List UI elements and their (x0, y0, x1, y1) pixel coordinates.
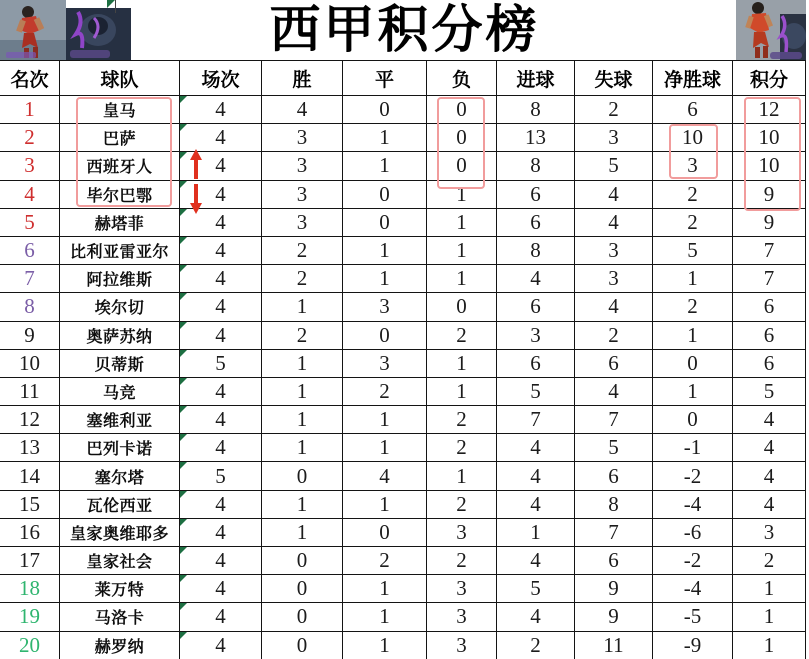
loss-cell: 1 (427, 378, 497, 406)
goals-for-cell: 8 (497, 96, 575, 124)
loss-cell: 1 (427, 350, 497, 378)
rank-cell: 11 (0, 378, 60, 406)
win-cell: 1 (262, 378, 343, 406)
played-cell: 4 (180, 575, 262, 603)
goals-for-cell: 4 (497, 462, 575, 490)
team-cell: 赫罗纳 (60, 632, 180, 659)
points-cell: 3 (733, 519, 806, 547)
points-cell: 2 (733, 547, 806, 575)
team-cell: 赫塔菲 (60, 209, 180, 237)
team-cell: 西班牙人 (60, 152, 180, 180)
win-cell: 3 (262, 152, 343, 180)
points-cell: 10 (733, 152, 806, 180)
team-cell: 皇家奥维耶多 (60, 519, 180, 547)
title-bar (0, 0, 809, 60)
goals-against-cell: 8 (575, 491, 653, 519)
loss-cell: 2 (427, 406, 497, 434)
played-cell: 4 (180, 293, 262, 321)
goal-diff-cell: 1 (653, 265, 733, 293)
played-cell: 4 (180, 96, 262, 124)
draw-cell: 3 (343, 350, 427, 378)
played-cell: 4 (180, 209, 262, 237)
points-cell: 7 (733, 237, 806, 265)
goals-for-cell: 2 (497, 632, 575, 659)
points-cell: 4 (733, 406, 806, 434)
rank-cell: 8 (0, 293, 60, 321)
goals-against-cell: 6 (575, 547, 653, 575)
goal-diff-cell: 2 (653, 181, 733, 209)
rank-cell: 9 (0, 322, 60, 350)
rank-cell: 6 (0, 237, 60, 265)
played-cell: 4 (180, 519, 262, 547)
played-cell: 4 (180, 322, 262, 350)
draw-cell: 1 (343, 491, 427, 519)
team-cell: 皇家社会 (60, 547, 180, 575)
points-cell: 1 (733, 603, 806, 631)
points-cell: 6 (733, 350, 806, 378)
rank-cell: 14 (0, 462, 60, 490)
rank-cell: 17 (0, 547, 60, 575)
draw-cell: 1 (343, 152, 427, 180)
win-cell: 2 (262, 237, 343, 265)
header-goal-diff: 净胜球 (653, 61, 733, 96)
loss-cell: 2 (427, 547, 497, 575)
points-cell: 4 (733, 491, 806, 519)
played-cell: 4 (180, 124, 262, 152)
draw-cell: 0 (343, 96, 427, 124)
loss-cell: 3 (427, 632, 497, 659)
header-team: 球队 (60, 61, 180, 96)
goal-diff-cell: -6 (653, 519, 733, 547)
played-cell: 4 (180, 265, 262, 293)
goals-against-cell: 4 (575, 378, 653, 406)
loss-cell: 3 (427, 603, 497, 631)
loss-cell: 3 (427, 519, 497, 547)
played-cell: 4 (180, 152, 262, 180)
header-draw: 平 (343, 61, 427, 96)
win-cell: 1 (262, 519, 343, 547)
goals-against-cell: 6 (575, 350, 653, 378)
loss-cell: 1 (427, 209, 497, 237)
played-cell: 4 (180, 632, 262, 659)
goal-diff-cell: -9 (653, 632, 733, 659)
team-cell: 奥萨苏纳 (60, 322, 180, 350)
goals-against-cell: 4 (575, 293, 653, 321)
draw-cell: 1 (343, 434, 427, 462)
goal-diff-cell: -2 (653, 547, 733, 575)
goal-diff-cell: 3 (653, 152, 733, 180)
title-cell-divider (115, 0, 116, 13)
goal-diff-cell: 0 (653, 406, 733, 434)
team-cell: 比利亚雷亚尔 (60, 237, 180, 265)
rank-cell: 18 (0, 575, 60, 603)
rank-cell: 16 (0, 519, 60, 547)
win-cell: 2 (262, 322, 343, 350)
goals-for-cell: 3 (497, 322, 575, 350)
loss-cell: 0 (427, 293, 497, 321)
goals-for-cell: 6 (497, 209, 575, 237)
rank-cell: 19 (0, 603, 60, 631)
played-cell: 4 (180, 491, 262, 519)
goals-for-cell: 4 (497, 547, 575, 575)
loss-cell: 1 (427, 462, 497, 490)
goal-diff-cell: 1 (653, 378, 733, 406)
team-cell: 马竞 (60, 378, 180, 406)
win-cell: 1 (262, 350, 343, 378)
loss-cell: 2 (427, 491, 497, 519)
points-cell: 10 (733, 124, 806, 152)
goals-against-cell: 3 (575, 265, 653, 293)
team-cell: 塞维利亚 (60, 406, 180, 434)
points-cell: 6 (733, 322, 806, 350)
points-cell: 5 (733, 378, 806, 406)
goal-diff-cell: -1 (653, 434, 733, 462)
goal-diff-cell: -4 (653, 491, 733, 519)
draw-cell: 4 (343, 462, 427, 490)
win-cell: 0 (262, 632, 343, 659)
win-cell: 1 (262, 293, 343, 321)
played-cell: 4 (180, 378, 262, 406)
goals-for-cell: 8 (497, 237, 575, 265)
draw-cell: 1 (343, 237, 427, 265)
points-cell: 1 (733, 632, 806, 659)
draw-cell: 2 (343, 378, 427, 406)
rank-cell: 5 (0, 209, 60, 237)
goal-diff-cell: 2 (653, 209, 733, 237)
goals-for-cell: 6 (497, 181, 575, 209)
win-cell: 2 (262, 265, 343, 293)
goals-against-cell: 9 (575, 603, 653, 631)
goals-against-cell: 4 (575, 181, 653, 209)
points-cell: 4 (733, 434, 806, 462)
goals-for-cell: 4 (497, 491, 575, 519)
team-cell: 埃尔切 (60, 293, 180, 321)
goals-for-cell: 6 (497, 293, 575, 321)
draw-cell: 0 (343, 209, 427, 237)
goals-for-cell: 4 (497, 603, 575, 631)
played-cell: 5 (180, 462, 262, 490)
draw-cell: 1 (343, 603, 427, 631)
team-cell: 贝蒂斯 (60, 350, 180, 378)
points-cell: 6 (733, 293, 806, 321)
win-cell: 0 (262, 462, 343, 490)
rank-cell: 4 (0, 181, 60, 209)
played-cell: 4 (180, 181, 262, 209)
goal-diff-cell: 0 (653, 350, 733, 378)
rank-cell: 13 (0, 434, 60, 462)
played-cell: 4 (180, 237, 262, 265)
rank-cell: 2 (0, 124, 60, 152)
header-goals-for: 进球 (497, 61, 575, 96)
rank-cell: 3 (0, 152, 60, 180)
goal-diff-cell: 10 (653, 124, 733, 152)
team-cell: 巴列卡诺 (60, 434, 180, 462)
team-cell: 巴萨 (60, 124, 180, 152)
win-cell: 3 (262, 181, 343, 209)
goals-against-cell: 5 (575, 152, 653, 180)
team-cell: 阿拉维斯 (60, 265, 180, 293)
win-cell: 3 (262, 124, 343, 152)
loss-cell: 1 (427, 181, 497, 209)
goals-for-cell: 7 (497, 406, 575, 434)
goal-diff-cell: 1 (653, 322, 733, 350)
goals-for-cell: 8 (497, 152, 575, 180)
goals-against-cell: 2 (575, 96, 653, 124)
header-win: 胜 (262, 61, 343, 96)
draw-cell: 0 (343, 322, 427, 350)
draw-cell: 1 (343, 575, 427, 603)
points-cell: 9 (733, 181, 806, 209)
goals-against-cell: 2 (575, 322, 653, 350)
win-cell: 1 (262, 434, 343, 462)
win-cell: 4 (262, 96, 343, 124)
win-cell: 1 (262, 491, 343, 519)
goals-against-cell: 3 (575, 237, 653, 265)
cell-marker-triangle (107, 0, 115, 8)
points-cell: 1 (733, 575, 806, 603)
goals-for-cell: 1 (497, 519, 575, 547)
goals-for-cell: 4 (497, 434, 575, 462)
goals-against-cell: 9 (575, 575, 653, 603)
team-cell: 毕尔巴鄂 (60, 181, 180, 209)
draw-cell: 0 (343, 519, 427, 547)
team-cell: 莱万特 (60, 575, 180, 603)
goals-against-cell: 3 (575, 124, 653, 152)
header-points: 积分 (733, 61, 806, 96)
goals-for-cell: 4 (497, 265, 575, 293)
goals-against-cell: 5 (575, 434, 653, 462)
points-cell: 12 (733, 96, 806, 124)
played-cell: 4 (180, 406, 262, 434)
goals-against-cell: 4 (575, 209, 653, 237)
goal-diff-cell: 6 (653, 96, 733, 124)
rank-cell: 10 (0, 350, 60, 378)
loss-cell: 2 (427, 434, 497, 462)
win-cell: 0 (262, 575, 343, 603)
goal-diff-cell: -5 (653, 603, 733, 631)
goal-diff-cell: 5 (653, 237, 733, 265)
draw-cell: 0 (343, 181, 427, 209)
points-cell: 7 (733, 265, 806, 293)
rank-cell: 7 (0, 265, 60, 293)
draw-cell: 1 (343, 124, 427, 152)
header-rank: 名次 (0, 61, 60, 96)
header-goals-against: 失球 (575, 61, 653, 96)
goals-against-cell: 11 (575, 632, 653, 659)
loss-cell: 2 (427, 322, 497, 350)
header-played: 场次 (180, 61, 262, 96)
team-cell: 皇马 (60, 96, 180, 124)
draw-cell: 1 (343, 406, 427, 434)
win-cell: 3 (262, 209, 343, 237)
team-cell: 塞尔塔 (60, 462, 180, 490)
goal-diff-cell: -2 (653, 462, 733, 490)
points-cell: 4 (733, 462, 806, 490)
goals-against-cell: 6 (575, 462, 653, 490)
loss-cell: 0 (427, 96, 497, 124)
played-cell: 5 (180, 350, 262, 378)
rank-cell: 15 (0, 491, 60, 519)
header-loss: 负 (427, 61, 497, 96)
goals-against-cell: 7 (575, 406, 653, 434)
played-cell: 4 (180, 434, 262, 462)
draw-cell: 1 (343, 265, 427, 293)
rank-cell: 20 (0, 632, 60, 659)
goal-diff-cell: 2 (653, 293, 733, 321)
goals-for-cell: 6 (497, 350, 575, 378)
points-cell: 9 (733, 209, 806, 237)
loss-cell: 0 (427, 124, 497, 152)
page-title: 西甲积分榜 (269, 3, 540, 59)
rank-cell: 12 (0, 406, 60, 434)
goals-against-cell: 7 (575, 519, 653, 547)
goals-for-cell: 5 (497, 378, 575, 406)
standings-table (0, 60, 806, 659)
win-cell: 0 (262, 547, 343, 575)
draw-cell: 1 (343, 632, 427, 659)
rank-cell: 1 (0, 96, 60, 124)
goal-diff-cell: -4 (653, 575, 733, 603)
win-cell: 1 (262, 406, 343, 434)
goals-for-cell: 13 (497, 124, 575, 152)
played-cell: 4 (180, 547, 262, 575)
win-cell: 0 (262, 603, 343, 631)
loss-cell: 3 (427, 575, 497, 603)
loss-cell: 1 (427, 237, 497, 265)
played-cell: 4 (180, 603, 262, 631)
draw-cell: 2 (343, 547, 427, 575)
team-cell: 瓦伦西亚 (60, 491, 180, 519)
loss-cell: 1 (427, 265, 497, 293)
team-cell: 马洛卡 (60, 603, 180, 631)
draw-cell: 3 (343, 293, 427, 321)
loss-cell: 0 (427, 152, 497, 180)
goals-for-cell: 5 (497, 575, 575, 603)
